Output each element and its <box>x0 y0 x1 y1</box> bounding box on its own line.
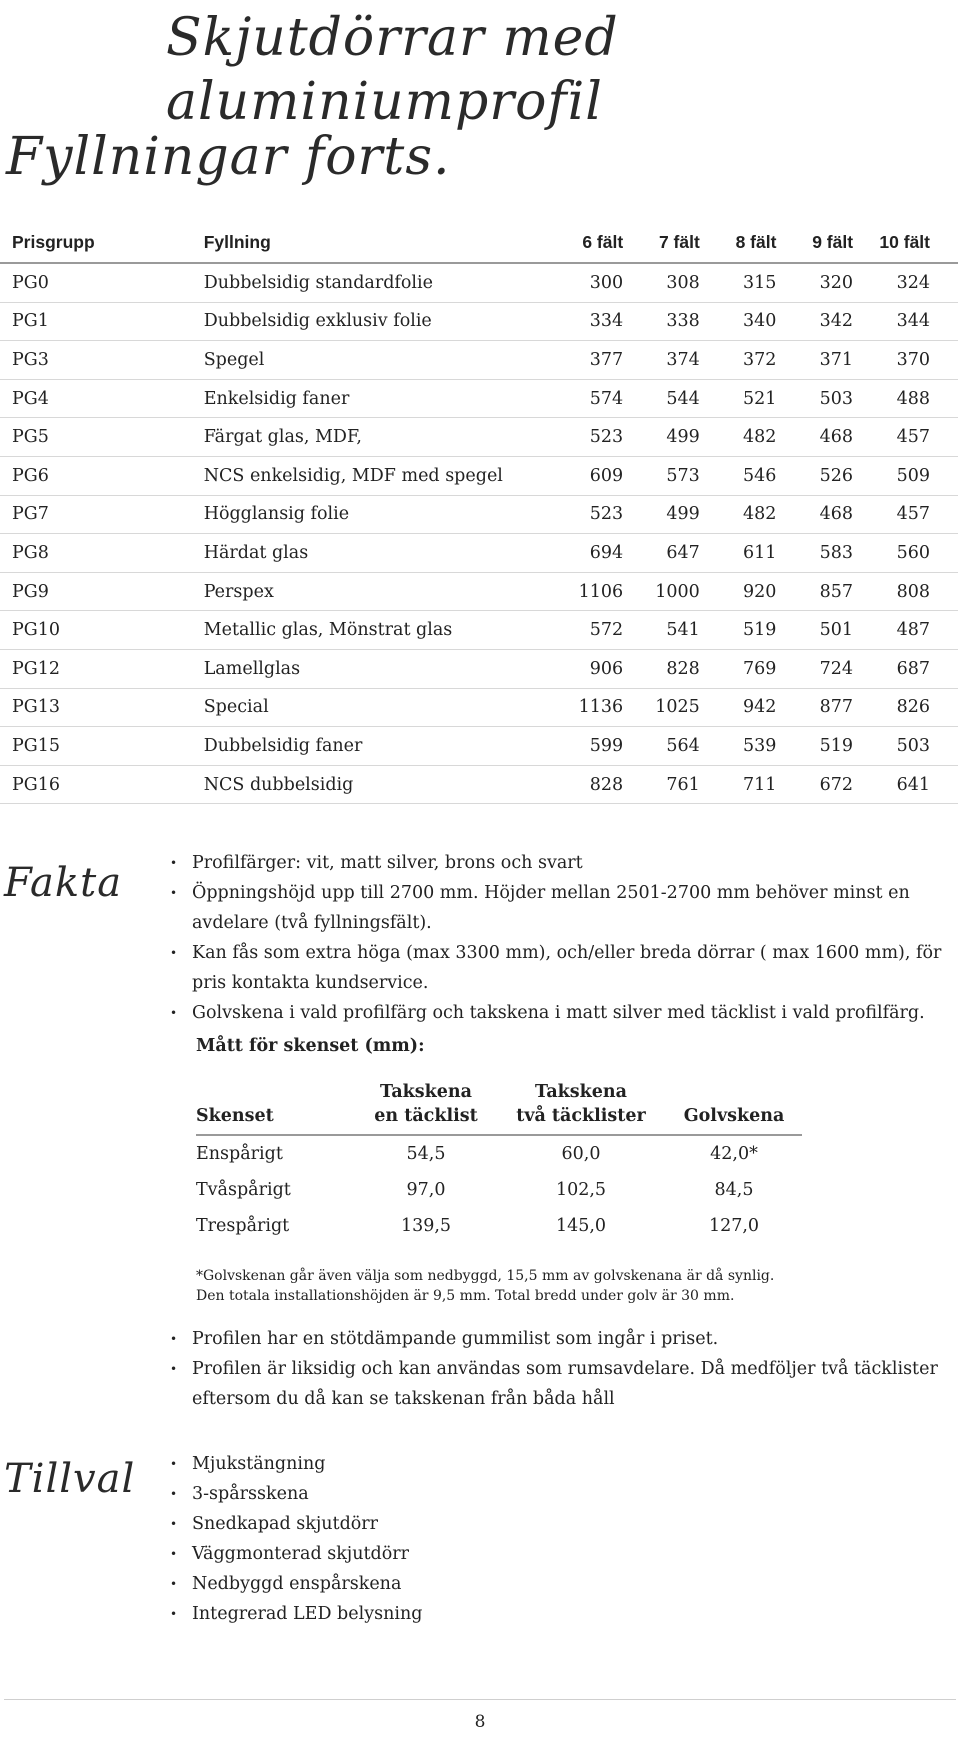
price-cell: 503 <box>853 727 958 766</box>
filling-cell: Härdat glas <box>204 534 547 573</box>
price-cell: 641 <box>853 765 958 804</box>
price-cell: 344 <box>853 302 958 341</box>
price-cell: 769 <box>700 649 777 688</box>
table-row <box>0 727 958 766</box>
price-group-cell: PG12 <box>0 649 204 688</box>
col-header-8-falt: 8 fält <box>700 222 777 263</box>
price-group-cell: PG4 <box>0 379 204 418</box>
fakta-item: • Kan fås som extra höga (max 3300 mm), och/eller breda dörrar ( max 1600 mm), för pris kontakta kundservice. <box>162 938 952 998</box>
price-group-cell: PG3 <box>0 341 204 380</box>
fakta-item: • Profilfärger: vit, matt silver, brons och svart <box>162 848 952 878</box>
price-cell: 468 <box>776 418 853 457</box>
price-cell: 761 <box>623 765 700 804</box>
price-group-cell: PG0 <box>0 263 204 302</box>
price-cell: 370 <box>853 341 958 380</box>
col-header-7-falt: 7 fält <box>623 222 700 263</box>
col-header-6-falt: 6 fält <box>547 222 624 263</box>
price-cell: 300 <box>547 263 624 302</box>
price-cell: 457 <box>853 495 958 534</box>
price-cell: 340 <box>700 302 777 341</box>
rail-value-cell: 145,0 <box>555 1216 607 1236</box>
filling-cell: Metallic glas, Mönstrat glas <box>204 611 547 650</box>
price-cell: 457 <box>853 418 958 457</box>
col-header-10-falt: 10 fält <box>853 222 958 263</box>
price-cell: 828 <box>623 649 700 688</box>
tillval-item: • Mjukstängning <box>162 1449 662 1479</box>
profile-item: • Profilen är liksidig och kan användas som rumsavdelare. Då medföljer två täcklister eftersom du då kan se takskenan från båda håll <box>162 1354 952 1414</box>
table-row <box>0 379 958 418</box>
rail-value-cell: 42,0* <box>710 1144 758 1164</box>
rail-value-cell: 139,5 <box>400 1216 452 1236</box>
price-cell: 334 <box>547 302 624 341</box>
table-row <box>196 1135 802 1172</box>
table-row <box>0 302 958 341</box>
filling-cell: Färgat glas, MDF, <box>204 418 547 457</box>
table-row <box>0 688 958 727</box>
rail-col-header-takskena-en <box>356 1080 496 1135</box>
price-cell: 1136 <box>547 688 624 727</box>
profile-item: • Profilen har en stötdämpande gummilist som ingår i priset. <box>162 1324 952 1354</box>
price-cell: 499 <box>623 418 700 457</box>
fakta-item: • Golvskena i vald profilfärg och takskena i matt silver med täcklist i vald profilfärg. <box>162 998 952 1028</box>
price-cell: 808 <box>853 572 958 611</box>
price-cell: 672 <box>776 765 853 804</box>
rail-col-header-line: Skenset <box>196 1106 274 1126</box>
price-cell: 920 <box>700 572 777 611</box>
price-group-cell: PG13 <box>0 688 204 727</box>
price-cell: 488 <box>853 379 958 418</box>
price-group-cell: PG16 <box>0 765 204 804</box>
rail-type-cell: Enspårigt <box>196 1144 283 1164</box>
table-row <box>196 1208 802 1244</box>
price-cell: 694 <box>547 534 624 573</box>
price-cell: 857 <box>776 572 853 611</box>
rail-col-header-line: Takskena <box>535 1082 627 1102</box>
rail-col-header-skenset <box>196 1080 356 1135</box>
price-cell: 560 <box>853 534 958 573</box>
price-cell: 574 <box>547 379 624 418</box>
price-cell: 519 <box>776 727 853 766</box>
price-cell: 541 <box>623 611 700 650</box>
price-cell: 377 <box>547 341 624 380</box>
price-cell: 342 <box>776 302 853 341</box>
rail-col-header-golvskena <box>666 1080 802 1135</box>
price-cell: 482 <box>700 418 777 457</box>
price-cell: 499 <box>623 495 700 534</box>
tillval-title: Tillval <box>4 1456 136 1502</box>
price-cell: 468 <box>776 495 853 534</box>
rail-type-cell: Tvåspårigt <box>196 1180 291 1200</box>
rail-value-cell: 127,0 <box>708 1216 760 1236</box>
price-cell: 371 <box>776 341 853 380</box>
tillval-item: • Nedbyggd enspårskena <box>162 1569 662 1599</box>
price-cell: 372 <box>700 341 777 380</box>
filling-cell: Enkelsidig faner <box>204 379 547 418</box>
price-cell: 906 <box>547 649 624 688</box>
price-group-cell: PG10 <box>0 611 204 650</box>
price-cell: 374 <box>623 341 700 380</box>
price-table <box>0 222 958 804</box>
price-cell: 877 <box>776 688 853 727</box>
price-cell: 1000 <box>623 572 700 611</box>
rail-value-cell: 54,5 <box>406 1144 446 1164</box>
rail-heading: Mått för skenset (mm): <box>196 1036 425 1056</box>
rail-value-cell: 102,5 <box>555 1180 607 1200</box>
price-cell: 482 <box>700 495 777 534</box>
table-row <box>0 495 958 534</box>
price-group-cell: PG8 <box>0 534 204 573</box>
price-cell: 724 <box>776 649 853 688</box>
price-cell: 609 <box>547 456 624 495</box>
price-group-cell: PG9 <box>0 572 204 611</box>
filling-cell: Special <box>204 688 547 727</box>
filling-cell: Dubbelsidig standardfolie <box>204 263 547 302</box>
price-cell: 526 <box>776 456 853 495</box>
rail-col-header-line: en täcklist <box>374 1106 478 1126</box>
table-row <box>0 765 958 804</box>
fakta-list <box>162 848 952 1028</box>
table-row <box>0 534 958 573</box>
rail-table-header-row <box>196 1080 802 1135</box>
tillval-list <box>162 1449 662 1629</box>
price-cell: 1106 <box>547 572 624 611</box>
price-cell: 544 <box>623 379 700 418</box>
table-row <box>0 418 958 457</box>
col-header-prisgrupp: Prisgrupp <box>0 222 204 263</box>
filling-cell: NCS enkelsidig, MDF med spegel <box>204 456 547 495</box>
price-cell: 523 <box>547 418 624 457</box>
table-row <box>0 456 958 495</box>
price-cell: 583 <box>776 534 853 573</box>
filling-cell: Dubbelsidig exklusiv folie <box>204 302 547 341</box>
col-header-fyllning: Fyllning <box>204 222 547 263</box>
price-cell: 324 <box>853 263 958 302</box>
rail-table <box>196 1080 802 1244</box>
price-cell: 519 <box>700 611 777 650</box>
rail-footnote <box>196 1266 936 1306</box>
filling-cell: Högglansig folie <box>204 495 547 534</box>
filling-cell: Perspex <box>204 572 547 611</box>
fakta-title: Fakta <box>4 860 123 906</box>
price-cell: 828 <box>547 765 624 804</box>
table-row <box>0 572 958 611</box>
price-cell: 611 <box>700 534 777 573</box>
bottom-divider <box>4 1699 956 1700</box>
col-header-9-falt: 9 fält <box>776 222 853 263</box>
price-table-body <box>0 263 958 804</box>
price-cell: 1025 <box>623 688 700 727</box>
fakta-item: • Öppningshöjd upp till 2700 mm. Höjder mellan 2501-2700 mm behöver minst en avdelare (två fyllningsfält). <box>162 878 952 938</box>
price-cell: 539 <box>700 727 777 766</box>
price-cell: 647 <box>623 534 700 573</box>
price-cell: 521 <box>700 379 777 418</box>
table-row <box>0 263 958 302</box>
price-cell: 501 <box>776 611 853 650</box>
rail-type-cell: Trespårigt <box>196 1216 290 1236</box>
price-cell: 503 <box>776 379 853 418</box>
tillval-item: • Väggmonterad skjutdörr <box>162 1539 662 1569</box>
price-group-cell: PG1 <box>0 302 204 341</box>
price-cell: 546 <box>700 456 777 495</box>
price-cell: 487 <box>853 611 958 650</box>
price-cell: 711 <box>700 765 777 804</box>
table-row <box>0 611 958 650</box>
rail-col-header-line: två täcklister <box>516 1106 646 1126</box>
price-group-cell: PG6 <box>0 456 204 495</box>
rail-col-header-takskena-tva <box>496 1080 666 1135</box>
price-cell: 564 <box>623 727 700 766</box>
price-cell: 523 <box>547 495 624 534</box>
price-cell: 687 <box>853 649 958 688</box>
rail-table-body <box>196 1135 802 1244</box>
price-group-cell: PG15 <box>0 727 204 766</box>
rail-value-cell: 97,0 <box>406 1180 446 1200</box>
price-cell: 599 <box>547 727 624 766</box>
profile-list <box>162 1324 952 1414</box>
price-cell: 315 <box>700 263 777 302</box>
rail-value-cell: 60,0 <box>561 1144 601 1164</box>
price-cell: 338 <box>623 302 700 341</box>
rail-col-header-line: Takskena <box>380 1082 472 1102</box>
filling-cell: Spegel <box>204 341 547 380</box>
price-cell: 308 <box>623 263 700 302</box>
footnote-line: Den totala installationshöjden är 9,5 mm. Total bredd under golv är 30 mm. <box>196 1288 735 1304</box>
footnote-line: *Golvskenan går även välja som nedbyggd, 15,5 mm av golvskenana är då synlig. <box>196 1268 775 1284</box>
price-group-cell: PG5 <box>0 418 204 457</box>
table-row <box>0 649 958 688</box>
price-cell: 942 <box>700 688 777 727</box>
filling-cell: NCS dubbelsidig <box>204 765 547 804</box>
table-row <box>196 1172 802 1208</box>
price-cell: 826 <box>853 688 958 727</box>
price-group-cell: PG7 <box>0 495 204 534</box>
page-title: Skjutdörrar med aluminiumprofil <box>166 8 619 132</box>
tillval-item: • Integrerad LED belysning <box>162 1599 662 1629</box>
price-cell: 509 <box>853 456 958 495</box>
price-cell: 572 <box>547 611 624 650</box>
rail-value-cell: 84,5 <box>714 1180 754 1200</box>
rail-col-header-line: Golvskena <box>683 1106 785 1126</box>
filling-cell: Lamellglas <box>204 649 547 688</box>
tillval-item: • 3-spårsskena <box>162 1479 662 1509</box>
filling-cell: Dubbelsidig faner <box>204 727 547 766</box>
section-title: Fyllningar forts. <box>6 127 451 187</box>
tillval-item: • Snedkapad skjutdörr <box>162 1509 662 1539</box>
price-cell: 573 <box>623 456 700 495</box>
price-cell: 320 <box>776 263 853 302</box>
page-number: 8 <box>474 1712 486 1732</box>
price-table-header-row <box>0 222 958 263</box>
table-row <box>0 341 958 380</box>
